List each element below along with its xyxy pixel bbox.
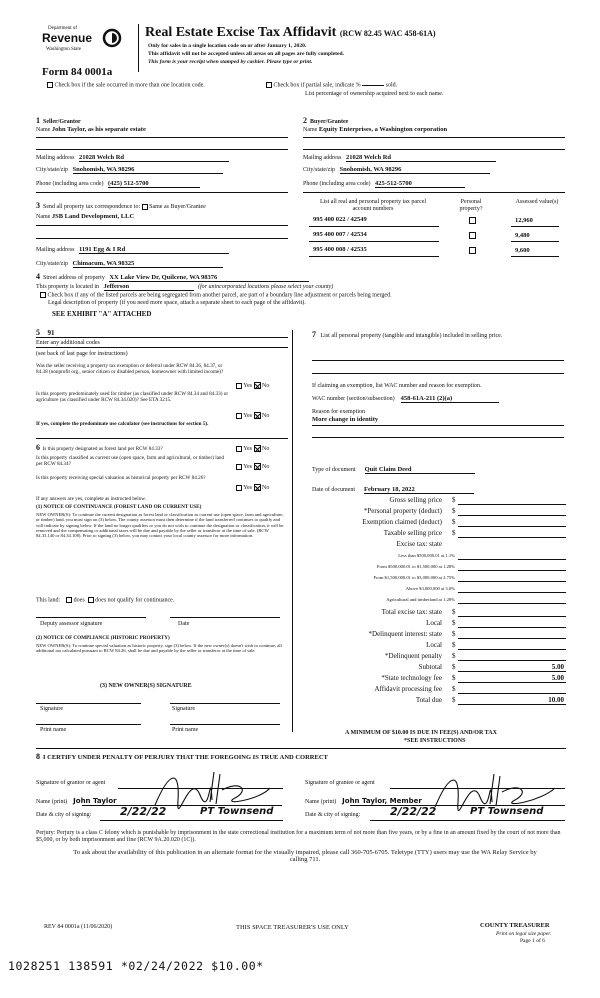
parcel-row — [303, 231, 565, 244]
parcel-assessed-value[interactable]: 12,960 — [515, 217, 533, 224]
segregated-checkbox[interactable] — [40, 292, 46, 298]
section5-q1: Was the seller receiving a property tax exemption or deferral under RCW 84.36, 84.37, or 84.38 (nonprofit org., senior citizen or disabled person, homeowner with limited income)? — [36, 363, 224, 375]
seller-phone[interactable]: (425) 512-5700 — [108, 180, 200, 188]
grantee-name-row: Name (print) John Taylor, Member — [305, 797, 422, 805]
predominate-note: If yes, complete the predominate use calculator (see instructions for section 5). — [36, 421, 209, 427]
personal-property-checkbox[interactable] — [469, 217, 476, 224]
buyer-phone-row: Phone (including area code) 425-512-5700 — [303, 180, 465, 188]
buyer-mailing-row: Mailing address 21028 Welch Rd — [303, 154, 496, 162]
grantee-date-row: Date & city of signing: — [305, 812, 361, 818]
total-due-amount[interactable]: 10.00 — [548, 696, 564, 704]
this-land-row: This land: does does not qualify for continuance. — [36, 597, 175, 604]
grantor-signature-label: Signature of grantor or agent — [36, 780, 106, 786]
certify-statement: 8 I CERTIFY UNDER PENALTY OF PERJURY THAT THE FOREGOING IS TRUE AND CORRECT — [36, 752, 328, 761]
accessibility-note: To ask about the availability of this publication in an alternate format for the visually impaired, please call 360-705-6705. Teletype (TTY) users may use the WA Relay Service by calling 711. — [73, 849, 537, 864]
new-owner-print-1[interactable]: Print name — [40, 727, 67, 733]
county-treasurer: COUNTY TREASURER — [480, 922, 550, 929]
parcel-number[interactable]: 995 400 008 / 42535 — [313, 246, 367, 253]
section6-q2-answer: Yes No — [236, 463, 269, 471]
tier-label: Agricultural and timberland at 1.28% — [386, 597, 455, 602]
if-any-note: If any answers are yes, complete as instructed below. — [36, 496, 147, 502]
current-use-no-checkbox[interactable] — [254, 463, 261, 470]
correspondence-city[interactable]: Chimacum, WA 98325 — [73, 260, 223, 268]
legal-description[interactable]: SEE EXHIBIT "A" ATTACHED — [52, 310, 152, 318]
seller-heading: 1 Seller/Grantor — [36, 116, 81, 125]
see-instructions: *SEE INSTRUCTIONS — [404, 738, 466, 744]
minimum-note: A MINIMUM OF $10.00 IS DUE IN FEE(S) AND/OR TAX — [345, 730, 497, 736]
tier-label: From $500,000.01 to $1,500,000 at 1.28% — [376, 564, 455, 569]
dept-line3: Washington State — [46, 47, 82, 52]
grantor-date[interactable]: 2/22/22 — [120, 805, 167, 818]
new-owner-print-2[interactable]: Print name — [172, 727, 199, 733]
forest-yes-checkbox[interactable] — [236, 446, 242, 452]
deputy-date[interactable]: Date — [178, 621, 190, 627]
personal-property-checkbox[interactable] — [469, 232, 476, 239]
correspondence-name-row: Name JSB Land Development, LLC — [36, 213, 135, 220]
buyer-city[interactable]: Snohomish, WA 98296 — [340, 166, 490, 174]
legal-paper-note: Print on legal size paper. — [496, 931, 552, 937]
legal-description-label: Legal description of property (if you need more space, attach a separate sheet to each page of the affidavit). — [48, 300, 306, 306]
tax-line-label: *Personal property (deduct) — [363, 507, 442, 515]
doc-type-row: Type of document Quit Claim Deed — [312, 466, 475, 474]
property-county[interactable]: Jefferson — [104, 283, 194, 291]
header-note-2: This affidavit will not be accepted unless all areas on all pages are fully completed. — [148, 51, 345, 57]
seller-mailing-row: Mailing address 21028 Welch Rd — [36, 154, 229, 162]
dept-line2: Revenue — [42, 31, 93, 45]
dept-line1: Department of — [48, 26, 78, 31]
does-qualify-checkbox[interactable] — [66, 597, 72, 603]
current-use-yes-checkbox[interactable] — [236, 464, 242, 470]
tax-line-label: Exemption claimed (deduct) — [362, 518, 442, 526]
tier-label: Less than $500,000.01 at 1.1% — [398, 553, 455, 558]
buyer-name-row: Name Equity Enterprises, a Washington corporation — [303, 126, 448, 133]
page-title: Real Estate Excise Tax Affidavit (RCW 82.45 WAC 458-61A) — [145, 25, 436, 40]
partial-sale-check[interactable]: Check box if partial sale, indicate % sold. — [266, 82, 397, 89]
partial-sale-checkbox[interactable] — [266, 82, 272, 88]
revenue-swirl-icon — [102, 28, 122, 48]
section5-code-row: 5 91 — [36, 328, 55, 337]
additional-codes-label: Enter any additional codes — [36, 340, 100, 346]
historic-no-checkbox[interactable] — [254, 484, 261, 491]
correspondence-name[interactable]: JSB Land Development, LLC — [51, 213, 135, 220]
tax-line-label: Local — [426, 641, 442, 649]
grantor-name[interactable]: John Taylor — [73, 797, 117, 805]
tax-line-label: *Delinquent penalty — [385, 652, 442, 660]
tier-label: From $1,500,000.01 to $3,000,000 at 2.75% — [373, 575, 455, 580]
grantee-city[interactable]: PT Townsend — [470, 806, 544, 817]
doc-date-row: Date of document February 18, 2022 — [312, 486, 474, 494]
technology-fee-amount[interactable]: 5.00 — [551, 674, 564, 682]
seller-phone-row: Phone (including area code) (425) 512-5700 — [36, 180, 200, 188]
section5-q2-answer: Yes No — [236, 412, 269, 420]
notice2-title: (2) NOTICE OF COMPLIANCE (HISTORIC PROPERTY) — [36, 635, 170, 641]
tax-line-label: Affidavit processing fee — [374, 685, 442, 693]
property-located-row: This property is located in Jefferson (for unincorporated locations please select your county) — [36, 283, 334, 290]
tax-line-label: Taxable selling price — [383, 529, 442, 537]
q2-no-checkbox[interactable] — [254, 412, 261, 419]
revenue-logo — [42, 26, 122, 60]
section5-q1-answer: Yes No — [236, 382, 269, 390]
historic-yes-checkbox[interactable] — [236, 485, 242, 491]
notice2-body: NEW OWNER(S): To continue special valuation as historic property, sign (3) below. If the new owner(s) doesn't wish to continue, all additional tax calculated pursuant to RCW 84.26, shall be due and payable by the seller or transferor at the time of sale. — [36, 643, 282, 654]
section6-q3: Is this property receiving special valuation as historical property per RCW 84.26? — [36, 475, 206, 481]
personal-property-checkbox[interactable] — [469, 247, 476, 254]
tax-line-label: Excise tax: state — [396, 540, 442, 548]
doc-type[interactable]: Quit Claim Deed — [365, 466, 475, 474]
tax-line-label: *Delinquent interest: state — [368, 630, 442, 638]
perjury-note: Perjury: Perjury is a class C felony which is punishable by imprisonment in the state correctional institution for a maximum term of not more than five years, or by a fine in an amount fixed by the court of not more than $5,000, or by both imprisonment and fine (RCW 9A.20.020 (1C)). — [36, 830, 561, 843]
tier-label: Above $3,000,000 at 3.0% — [405, 586, 455, 591]
tax-line-label: Gross selling price — [389, 496, 442, 504]
exemption-reason[interactable]: More change in identity — [312, 416, 379, 423]
tax-line-label: Total excise tax: state — [381, 608, 442, 616]
section5-q2: Is this property predominately used for timber (as classified under RCW 84.34 and 84.33) or agriculture (as classified under RCW 84.34.020)? See ETA 3215. — [36, 391, 229, 403]
section5-code[interactable]: 91 — [47, 329, 55, 337]
buyer-mailing[interactable]: 21028 Welch Rd — [346, 154, 496, 162]
forest-no-checkbox[interactable] — [254, 445, 261, 452]
parcel-row — [303, 246, 565, 259]
grantor-name-row: Name (print) John Taylor — [36, 797, 117, 805]
section6-q2: Is this property classified as current use (open space, farm and agricultural, or timber) land per RCW 84.34? — [36, 455, 225, 467]
parcels-col-assessed: Assessed value(s) — [515, 199, 559, 205]
grantor-date-row: Date & city of signing: — [36, 812, 92, 818]
new-owner-signature-2[interactable]: Signature — [172, 706, 195, 712]
parcel-assessed-value[interactable]: 9,600 — [515, 247, 530, 254]
seller-city-row: City/state/zip Snohomish, WA 98296 — [36, 166, 223, 174]
parcel-number[interactable]: 995 400 022 / 42549 — [313, 216, 367, 223]
grantee-signature-label: Signature of grantee or agent — [305, 780, 375, 786]
segregated-row[interactable]: Check box if any of the listed parcels are being segregated from another parcel, are part of a boundary line adjustment or parcels being merged. — [40, 292, 392, 299]
section7-label: 7 List all personal property (tangible and intangible) included in selling price. — [312, 330, 503, 339]
page-number: Page 1 of 6 — [520, 938, 545, 944]
title-ref: (RCW 82.45 WAC 458-61A) — [339, 29, 436, 38]
tax-line-label: Total due — [415, 696, 442, 704]
wac-row: WAC number (section/subsection) 458-61A-211 (2)(a) — [312, 395, 499, 403]
parcel-assessed-value[interactable]: 9,480 — [515, 232, 530, 239]
q1-yes-checkbox[interactable] — [236, 383, 242, 389]
seller-city[interactable]: Snohomish, WA 98296 — [73, 166, 223, 174]
q2-yes-checkbox[interactable] — [236, 413, 242, 419]
header-note-1: Only for sales in a single location code on or after January 1, 2020. — [148, 43, 307, 49]
rev-number: REV 84 0001a (11/06/2020) — [44, 924, 113, 930]
correspondence-city-row: City/state/zip Chimacum, WA 98325 — [36, 260, 223, 268]
parcels-col-numbers: List all real and personal property tax parcel account numbers — [319, 199, 427, 212]
seller-mailing[interactable]: 21028 Welch Rd — [79, 154, 229, 162]
buyer-heading: 2 Buyer/Grantee — [303, 116, 349, 125]
parcel-number[interactable]: 995 400 007 / 42534 — [313, 231, 367, 238]
buyer-city-row: City/state/zip Snohomish, WA 98296 — [303, 166, 490, 174]
buyer-name[interactable]: Equity Enterprises, a Washington corporation — [318, 126, 448, 133]
grantor-city[interactable]: PT Townsend — [200, 806, 274, 817]
tax-line-label: Local — [426, 619, 442, 627]
property-street[interactable]: XX Lake View Dr, Quilcene, WA 98376 — [109, 274, 309, 282]
q1-no-checkbox[interactable] — [254, 382, 261, 389]
form-number: Form 84 0001a — [42, 66, 113, 78]
partial-note: List percentage of ownership acquired next to each name. — [305, 91, 444, 97]
deputy-assessor-signature[interactable]: Deputy assessor signature — [40, 621, 103, 627]
multi-location-check[interactable]: Check box if the sale occurred in more than one location code. — [47, 82, 205, 89]
property-street-row: 4 Street address of property XX Lake View Dr, Quilcene, WA 98376 — [36, 272, 309, 282]
exemption-reason-label: Reason for exemption — [312, 409, 365, 415]
seller-name-row: Name John Taylor, as his separate estate — [36, 126, 146, 133]
wac-number[interactable]: 458-61A-211 (2)(a) — [401, 395, 499, 403]
multi-location-checkbox[interactable] — [47, 82, 53, 88]
exemption-label: If claiming an exemption, list WAC number and reason for exemption. — [312, 383, 482, 389]
same-as-buyer-checkbox[interactable] — [142, 204, 148, 210]
correspondence-heading: 3 Send all property tax correspondence to: Same as Buyer/Grantee — [36, 201, 206, 210]
additional-codes-note: (see back of last page for instructions) — [36, 351, 128, 357]
grantee-name[interactable]: John Taylor, Member — [342, 797, 422, 805]
new-owner-signature-1[interactable]: Signature — [40, 706, 63, 712]
new-owner-signature-heading: (3) NEW OWNER(S) SIGNATURE — [100, 683, 192, 689]
header-note-3: This form is your receipt when stamped by cashier. Please type or print. — [148, 59, 313, 65]
receipt-stamp: 1028251 138591 *02/24/2022 $10.00* — [8, 959, 264, 973]
subtotal-amount[interactable]: 5.00 — [551, 663, 564, 671]
notice1-title: (1) NOTICE OF CONTINUANCE (FOREST LAND OR CURRENT USE) — [36, 504, 202, 510]
parcels-col-personal: Personal property? — [459, 199, 483, 212]
section6-q1-answer: Yes No — [236, 445, 269, 453]
seller-name[interactable]: John Taylor, as his separate estate — [51, 126, 146, 133]
tax-line-label: *State technology fee — [381, 674, 442, 682]
parcels-table — [303, 199, 565, 269]
does-not-qualify-checkbox[interactable] — [88, 597, 94, 603]
doc-date[interactable]: February 18, 2022 — [364, 486, 474, 494]
section6-q1-row: 6 Is this property designated as forest land per RCW 84.33? — [36, 443, 163, 452]
parcel-row — [303, 216, 565, 229]
treasurer-space: THIS SPACE TREASURER'S USE ONLY — [236, 924, 349, 931]
grantee-date[interactable]: 2/22/22 — [390, 805, 437, 818]
buyer-phone[interactable]: 425-512-5700 — [375, 180, 465, 188]
section6-q3-answer: Yes No — [236, 484, 269, 492]
notice1-body: NEW OWNER(S): To continue the current designation as forest land or classification as current use (open space, farm and agriculture, or timber) land, you must sign on (3) below. The county assessor must then determine if the land transferred continues to qualify and will indicate by signing below. If the land no longer qualifies or you do not wish to continue the designation or classification, it will be removed and the compensating or additional taxes will be due and payable by the seller or transferor at the time of sale. (RCW 84.33.140 or 84.34.108). Prior to signing (3) below, you may contact your local county assessor for more information. — [36, 512, 284, 539]
correspondence-mailing-row: Mailing address 1191 Egg & I Rd — [36, 246, 229, 254]
tax-line-label: Subtotal — [418, 663, 442, 671]
correspondence-mailing[interactable]: 1191 Egg & I Rd — [79, 246, 229, 254]
